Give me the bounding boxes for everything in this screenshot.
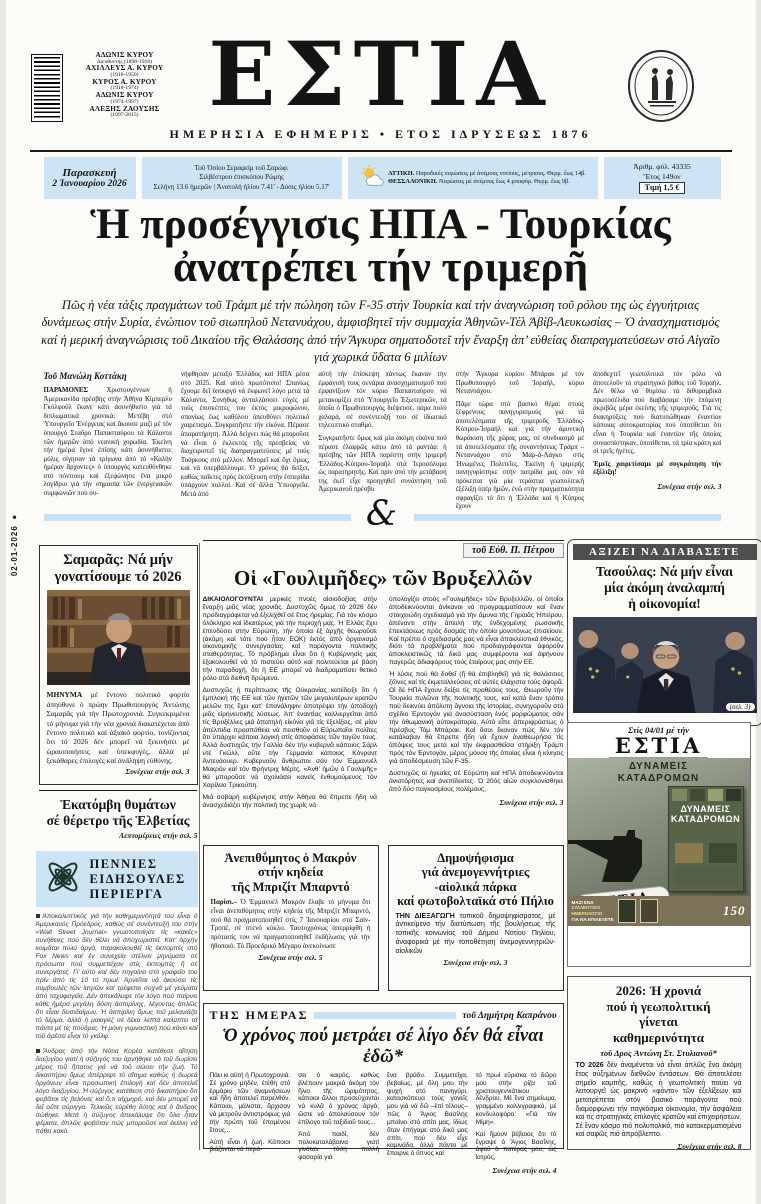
pennies-title: ΠΕΝΝΙΕΣ ΕΙΔΗΣΟΥΛΕΣ ΠΕΡΙΕΡΓΑ (89, 856, 186, 901)
center-box-row (203, 845, 564, 991)
stylianou-title: 2026: Ἡ χρονιά πού ἡ γεωπολιτική γίνεται καθημερινότητα (606, 983, 711, 1045)
goulimides-columns (203, 596, 564, 832)
samaras-title: Σαμαρᾶς: Νά μήν γονατίσουμε τό 2026 (54, 552, 182, 585)
stylianou-byline: τοῦ Δρος Ἀντώνη Στ. Στυλιανοῦ* (600, 1048, 717, 1059)
newspaper-front-page (6, 0, 756, 1204)
promo-image: ΔΥΝΑΜΕΙΣ ΚΑΤΑΔΡΟΜΩΝ ΔΥΝΑΜΕΙΣ ΚΑΤΑΔΡΟΜΩΝ ΜΑΖΙ ΕΝΑ ΣΥΛΛΕΚΤΙΚΟ ΗΜΕΡΟΛΟΓΙΟ ΓΙΑ ΝΑ ΕΠΙΛΕΞΕΤΕ 150 (568, 758, 750, 926)
worth-reading-header: ΑΞΙΖΕΙ ΝΑ ΔΙΑΒΑΣΕΤΕ (573, 544, 757, 560)
tis-imeras-columns (209, 1072, 557, 1175)
edge-vertical-date: 02-01-2026 ● (9, 512, 19, 577)
anniversary-150-badge: 150 (723, 903, 746, 918)
lead-column-2: νήφθησαν μεταξύ Ἑλλάδος καί ΗΠΑ μέσα στό 2025. Καί αὐτό πρωτότυπο! Σπανίως ἔχουμε δεῖ ὑπουργό νά ἐκφωνεῖ λόγο μετά τά Κάλαντα. Συνήθως ἀνταλλάσσει εὐχές μέ τούς ἐπισκέπτες του ἐκτός μικροφώνου, σπανίως ἕως καθόλου ἀπευθύνει πολιτικό χαιρετισμό. Συγκρατῆστε τήν εἰκόνα. Πέρασε ἀπαρατήρητη. Ἀλλά δείχνει πώς θά μποροῦσε νά εἶναι ὁ ἐκλεκτός τῆς πρεσβείας νά διαχειριστεῖ τίς διαπραγματεύσεις μέ τούς Τούρκους στό μέλλον. Μπορεῖ καί ὄχι ὅμως, καί νά ὑπερβάλλουμε. Ὁ χρόνος θά δείξει, καθώς παῖκτες πρός ἐκτόξευση στήν ἑσπερίδα ὑπάρχουν πολλοί. Καί σέ ἄλλα Ὑπουργεῖα. Μετά ἀπό (180, 371, 310, 498)
estia-book-promo (567, 722, 751, 967)
lead-column-3: αὐτή τήν ἐπίσκεψη πάντως ἔκαναν τήν ἐμφάνισή τους σενάρια ἀνασχηματισμοῦ πού ἐμφανίζουν τόν κύριο Παπασταύρου νά μετακομίζει στό Ὑπουργεῖο Ἐξωτερικῶν, τά ὁποῖα ὁ Πρωθυπουργός διέψευσε, πάρα πολύ χαλαρά, σέ συνέντευξή του σέ ἰδιωτικό τηλεοπτικό σταθμό. Συγκρατῆστε ὅμως καί μία ἀκόμη εἰκόνα πού πέρασε ἐλαφρῶς κάτω ἀπό τά ραντάρ: ἡ πρέσβης τῶν ΗΠΑ παρέστη στήν τριμερῆ Ἑλλάδος-Κύπρου-Ἰσραήλ στά Ἱεροσόλυμα ὡς παρατηρητής. Καί πρίν ἀπό τήν μετάβασή της ἐκεῖ εἶχε προηγηθεῖ συνάντηση τοῦ Ἀμερικανοῦ πρέσβυ (318, 371, 447, 494)
lead-article-columns (43, 371, 722, 511)
ampersand-ornament: & (365, 494, 398, 534)
goulimides-title: Οἱ «Γουλιμῆδες» τῶν Βρυξελλῶν (234, 566, 532, 590)
page-reference: (σελ. 3) (726, 703, 755, 711)
founder-row: ΚΥΡΟΣ Α. ΚΥΡΟΥ (1918-1974) (92, 77, 157, 92)
tis-imeras-title: Ὁ χρόνος πού μετράει σέ λίγο δέν θά εἶναι ἐδῶ* (222, 1026, 544, 1067)
brief-item: Ἀποκαλυπτικός γιά τήν καθημερινότητά του εἶναι ὁ Ἀμερικανός Πρόεδρος, καθώς σέ συνέντευξή του στήν «Wall Street Journal» γνωστοποίησε τίς «κακές» συνήθειες πού δέν θέλει νά ἀποχωριστεῖ. Κατ’ ἀρχήν κοιμᾶται πολύ ἀργά, παρακολουθεῖ τίς ἐκπομπές στό Fox News καί ἐν συνεχείᾳ στέλνει μηνύματα σέ πρόσωπα πού συμμετεῖχαν στίς ἐκπομπές ἤ σέ συνεργάτες. Γι’ αὐτό καί δέν πηγαίνει στό γραφεῖο του πρίν ἀπό τίς 10 τό πρωί. Ἀρνεῖται νά ἀκούσει τίς συμβουλές τῶν ἰατρῶν καί τρέφεται συχνά μέ γεύματα ἀπό ταχυφαγεῖα. Δέν ἀπεκάλυψε τόν λόγο πού παίρνει κάθε ἡμέρα μεγάλη δόση ἀσπιρίνης, λέγοντας ἁπλῶς ὅτι εἶναι δεισιδαίμων. Ἡ ἀσπιρίνη ὅμως τοῦ μελανιάζει τό δέρμα, ἀλλά ἡ μακιγιέζ σέ δέκα λεπτά καλύπτει τά πάντα μέ τίς πούδρες. Ἡ μόνη γυμναστική πού κάνει καί τοῦ ἀρέσει εἶναι τό γκόλφ. (35, 913, 198, 1041)
goulimides-column-1: ΔΙΚΑΙΟΛΟΓΟΥΝΤΑΙ μερικές πνοές αἰσιοδοξίας στήν ἔναρξη μιᾶς νέας χρονιᾶς. Δυστυχῶς ὅμως τό 2026 δέν προδιαγράφεται νά ἐξελιχθεῖ σέ ἔτος ἠρεμίας. Γιά τόν κόσμο ὁλόκληρο καί ἰδιαιτέρως γιά τήν περιοχή μας. Ἡ Ἑλλάς ἔχει ἐπενδύσει στήν Εὐρώπη, τήν ὁποία ἐξ ἀρχῆς θεωροῦσε (ἀκόμη καί τότε πού ἦταν ΕΟΚ) ἐκτός ἀπό ὀργανισμό οἰκονομικῆς συνεργασίας καί παράγοντα πολιτικῆς σταθερότητος. Τό πρόβλημα εἶναι ὅτι ἡ Κυβέρνησίς μας ἐξακολουθεῖ νά τό πιστεύει αὐτό καί πολιτεύεται μέ βάση τήν παραδοχή, ὅτι ἡ ΕΕ μπορεῖ νά διαδραματίσει θετικό ρόλο στά διεθνῆ δρώμενα. Δυστυχῶς ἡ περίπτωσις τῆς Οὐκρανίας κατέδειξε ὅτι ἡ ἐμπλοκή τῆς ΕΕ καί τῶν ἡγετῶν τῶν μεγαλυτέρων κρατῶν μελῶν της ἔχει κατ’ ἐπανάληψιν ἀποτρέψει τήν ἀποδοχή μιᾶς εἰρηνευτικῆς λύσεως. Ἀπ’ ἐναντίας καλλιεργεῖται ἀπό τίς Βρυξέλλες μιά ἀπατηλή εἰκόνα γιά τίς ἐξελίξεις, σέ μίαν ἀπέλπιδα προσπάθεια νά πεισθοῦν οἱ Εὐρωπαῖοι πολῖτες ὅτι ὑπάρχει κάποια λογική στίς ἀποφάσεις τῶν ταγῶν τους. Ἀλλά δυστυχῶς τήν Γαλλία δέν τήν κυβερνᾶ κάποιος Σάρλ ντέ Γκώλλ, οὔτε τήν Γερμανία κάποιος Κόνραντ Ἀντενάουερ. Κυβερνοῦν ἄνθρωποι σάν τόν Ἐμμανυέλ Μακρόν καί τόν Φρήντριχ Μέρτς. «Ἀνθ’ ἡμῶν ὁ Γουλιμῆς» θά μποροῦσε νά σχολιάσει κανείς ἐνθυμούμενος τόν Χαρίλαο Τρικούπη. Μιά σοβαρή κυβέρνησις στήν Ἀθήνα θά ἔπρεπε ἤδη νά ἀνασχεδιάζει τήν πολιτική της χωρίς νά (202, 596, 377, 809)
masthead-title: ΕΣΤΙΑ (208, 22, 553, 126)
brief-bullet-icon (36, 914, 40, 918)
book-title: ΔΥΝΑΜΕΙΣ ΚΑΤΑΔΡΟΜΩΝ (670, 804, 741, 824)
founder-row: ΑΛΕΞΗΣ ΖΑΟΥΣΗΣ (1997-2015) (89, 104, 160, 119)
founder-row: ΑΧΙΛΛΕΥΣ Α. ΚΥΡΟΥ (1918-1950) (85, 64, 164, 78)
price-badge: Τιμή 1,5 € (639, 182, 686, 194)
lead-byline: Τοῦ Μανώλη Κοττάκη (43, 371, 127, 381)
continued-on-page: Συνέχεια στήν σελ. 5 (258, 952, 323, 962)
calendar-thumb (640, 899, 658, 923)
divider-bar-right (414, 514, 721, 521)
barcode-stripes (34, 57, 60, 119)
pennies-section-header (36, 851, 198, 907)
publisher-seal-icon (626, 48, 696, 129)
goulimides-byline: τοῦ Εὐθ. Π. Πέτρου (463, 543, 564, 558)
continued-on-page: Συνέχεια στήν σελ. 3 (443, 958, 508, 968)
header-blue-bar (314, 1012, 456, 1019)
issue-cell: Ἀριθμ. φύλ. 43335 Ἔτος 149ον Τιμή 1,5 € (604, 157, 721, 199)
kapranos-byline: τοῦ Δημήτρη Καπράνου (462, 1010, 557, 1021)
saints-cell: Τοῦ Ὁσίου Σεραφείμ τοῦ Σαρώφ. Σιλβέστρου ἐπισκόπου Ρώμης Σελήνη 13.6 ἡμερῶν | Ἀνατολή ἡλίου 7.41' - Δύσις ἡλίου 5.17' (142, 157, 342, 199)
macron-article: Ἀνεπιθύμητος ὁ Μακρόν στήν κηδεία τῆς Μπριζίτ Μπαρντό Παρίσι.– Ὁ Ἐμμανυέλ Μακρόν ἔλαβε τό μήνυμα ὅτι εἶναι ἀνεπιθύμητος στήν κηδεία τῆς Μπριζίτ Μπαρντό, πού θά πραγματοποιηθεῖ στίς 7 Ἰανουαρίου στό Σαίν-Τροπέ, σέ στενό κύκλο. Ταυτοχρόνως ἀπερρίφθη ἡ πρότασίς του νά πραγματοποιηθεῖ ἐκδήλωσις γιά τήν ἠθοποιό. Τό Προεδρικό Μέγαρο ἀνεκοίνωσε Συνέχεια στήν σελ. 5 (203, 845, 379, 991)
kicker-column-3: ἕνα βράδυ. Συμμετεῖχα, βεβαίως, μέ ὅλη μου τήν ψυχή στό πανηγύρι, κατασκόπευα τούς γονεῖς μου γιά νά δῶ –ἐπί τέλους– πῶς ὁ Ἅγιος Βασίλης μπαίνει στό σπίτι μας, ἰδίως ὅταν ἐπήγαμε στό δικό μας σπίτι, πού δέν εἶχε καμινάδα, ἀλλά πάντα μέ ἔπαιρνε ὁ ὕπνος καί (387, 1072, 468, 1158)
founder-row: ΑΔΩΝΙΣ ΚΥΡΟΥ Διευθυντής (1898-1918) (95, 51, 154, 65)
lead-column-5: ἀποδεχτεῖ γεωπολιτικά τόν ρόλο νά ἀποτελοῦν τό στρατηγικό βάθος τοῦ Ἰσραήλ. Δέν θέλω νά θυμίσω τά διθυραμβικά πρωτοσέλιδα πού διαβάσαμε τήν ἑπόμενη ἀκριβῶς μέρα ἐκείνης τῆς τριμεροῦς. Γιά τίς διακηρύξεις πού διατυπώθηκαν ἐναντίον κάποιας αὐτοκρατορίας πού ὑποτίθεται ὅτι εἶναι ἡ Τουρκία καί ἐναντίον τῆς ὁποίας συνασπίστηκαν, ὑποτίθεται, τά τρία κράτη καί οἱ τρεῖς ἡγέτες. Ἐμεῖς χαιρετίσαμε μέ συγκράτηση τήν ἐξέλιξη! Συνέχεια στήν σελ. 3 (593, 371, 722, 491)
divider-bar-left (44, 514, 351, 521)
weather-cell (348, 157, 598, 199)
book-cover (668, 786, 744, 892)
stylianou-article (567, 976, 751, 1150)
column-rule (199, 543, 200, 1150)
kicker-column-1: Πάει κι αὐτή ἡ Πρωτοχρονιά. Σέ χρόνο μηδέν, ἐτέθη στό ἑρμάριο τῶν ἀναμνήσεων καί ἤδη ἀποτελεῖ παρελθόν. Κάποιοι, μάλιστα, ἄρχισαν νά μετροῦν ἀντιστρόφως γιά τήν πρώτη τοῦ ἐπομένου ἔτους... Αὐτή εἶναι ἡ ζωή. Κάποιοι βιάζονται νά περά- (209, 1072, 291, 1154)
promo-top: Στίς 04/01 μέ τήν ΕΣΤΙΑ (568, 725, 750, 758)
section-rule (39, 790, 197, 791)
tis-imeras-article (203, 1003, 564, 1175)
barcode (31, 54, 63, 122)
tasoulas-title: Τασούλας: Νά μήν εἶναι μία ἀκόμη ἀναλαμπή ἡ οἰκονομία! (595, 564, 734, 612)
continued-on-page: Συνέχεια στήν σελ. 4 (492, 1165, 557, 1175)
details-on-page: Λεπτομέρειες στήν σελ. 5 (119, 831, 198, 841)
referendum-article: Δημοψήφισμα γιά ἀνεμογεννήτριες -αἰολικά πάρκα καί φωτοβολταϊκά στό Πήλιο ΤΗΝ ΔΙΕΞΑΓΩΓΗ τοπικοῦ δημοψηφίσματος, μέ ἀντικείμενο τήν διατύπωση τῆς βουλήσεως τῆς τοπικῆς κοινωνίας τοῦ Δήμου Νοτίου Πηλίου, ἀναφορικά μέ τήν τοποθέτηση ἀνεμογεννητριῶν-αἰολικῶν Συνέχεια στήν σελ. 3 (388, 845, 564, 991)
tasoulas-photo (573, 617, 757, 713)
tis-imeras-header (210, 1008, 557, 1023)
hecatomb-article: Ἑκατόμβη θυμάτων σέ θέρετρο τῆς Ἑλβετίας Λεπτομέρειες στήν σελ. 5 (39, 797, 198, 840)
info-bar (44, 157, 721, 199)
calendar-thumb (618, 899, 636, 923)
rosette-icon (42, 856, 84, 903)
tagline-bullet: • (379, 127, 389, 141)
continued-on-page: Συνέχεια στήν σελ. 3 (125, 767, 190, 777)
lead-column-4: στήν Ἄγκυρα κυρίου Μπάρακ μέ τόν Πρωθυπουργό τοῦ Ἰσραήλ, κύριο Νετανυάχου. Πᾶμε τώρα στό βασικό θέμα: στούς ξέφρενους πανηγυρισμούς γιά τά ἀποτελέσματα τῆς τριμεροῦς Ἑλλάδος-Κύπρου-Ἰσραήλ καί γιά τήν ἀμυντική θωράκιση τῆς χώρας μας, σέ συνδυασμό μέ τά ἀποτελέσματα τῆς συναντήσεως Τράμπ – Νετανυάχου στό Μάρ-ἀ-Λάγκο στίς Ἡνωμένες Πολιτεῖες. Ἐκείνη ἡ τριμερής πανηγυρίστηκε στήν πατρίδα μας σάν νά πρόκειται γιά μία τεράστια γεωπολιτική ἐξέλιξη ὑπέρ ἡμῶν, ἐνῶ στήν πραγματικότητα σφραγίζει τό ὅτι ἡ Ἑλλάδα καί ἡ Κύπρος ἔχουν (455, 371, 585, 511)
continued-on-page: Συνέχεια στήν σελ. 8 (677, 1142, 742, 1151)
brief-bullet-icon (36, 1049, 40, 1053)
promo-brand: ΕΣΤΙΑ (609, 735, 709, 758)
samaras-photo (47, 590, 190, 685)
kicker-column-2: σει ὁ καιρός, καθώς βλέπουν μακριά ἀκόμη τόν ἥλιο τῆς ὡριμότητος, κάποιοι ἄλλοι προσεύχονται νά κυλᾶ ὁ χρόνος ἀργά, ὥστε νά ἀπολαύσουν τόν ἐπίλογο τοῦ ταξιδιοῦ τους... Ἀπό παιδί, δέν πολυκαταλάβαινα γιατί γινόταν τόση πολλή φασαρία γιά (298, 1072, 379, 1162)
sun-cloud-icon (359, 165, 385, 192)
main-headline: Ἡ προσέγγισις ΗΠΑ - Τουρκίας ἀνατρέπει τήν τριμερῆ (90, 201, 671, 291)
promo-strip: ΜΑΖΙ ΕΝΑ ΣΥΛΛΕΚΤΙΚΟ ΗΜΕΡΟΛΟΓΙΟ ΓΙΑ ΝΑ ΕΠΙΛΕΞΕΤΕ 150 (568, 896, 750, 926)
brief-item: Ἄνδρας ἀπό τήν Νότια Κορέα κατέθεσε αἴτηση διαζυγίου γιατί ἡ σύζυγός του ἀρνήθηκε νά τοῦ δωρίσει μέρος τοῦ ἥπατος γιά νά τοῦ σώσει τήν ζωή. Τό δικαστήριο ὅμως ἀπέρριψε τό αἴτημα καθώς ἡ δωρεά ὀργάνων εἶναι προσωπική ἐπιλογή καί δέν ἀποτελεῖ λόγο διαζυγίου. Ἡ σύζυγος κατέθεσε στό δικαστήριο ὅτι φοβᾶται τίς βελόνες καί ὅ,τι αἰχμηρό, καί δέν μπορεῖ νά δεῖ οὔτε σύριγγα. Τελικῶς εὑρέθη δότης καί ὁ ἄνδρας σώθηκε. Μετά ἡ σύζυγος ἀπεκάλυψε ὅτι ὅλα ἦταν ψέματα, ἁπλῶς φοβόταν πώς μποροῦσε καί ἐκείνη νά πάθει κακό. (35, 1047, 198, 1135)
stylianou-body: ΤΟ 2026 δέν ἀναμένεται νά εἶναι ἁπλῶς ἕνα ἀκόμη ἔτος αὐξημένων διεθνῶν ἐντάσεων. Θά ἀποτελέσει σημεῖο καμπῆς, καθώς ἡ γεωπολιτική παύει νά λειτουργεῖ ὡς μακρινό «φόντο» τῶν ἐξελίξεων καί μετατρέπεται στόν βασικό παράγοντα πού διαμορφώνει τήν παγκόσμια οἰκονομία, τήν ἀσφάλεια καί τίς στρατηγικές ἐπιλογές κρατῶν καί ἐπιχειρήσεων. Σέ ἕναν κόσμο πιό πολυπολικό, πιό κατακερματισμένο καί σαφῶς πιό ἀπρόβλεπτο. (575, 1062, 742, 1139)
masthead-rule (30, 150, 732, 152)
soldier-silhouette-icon (568, 810, 664, 884)
lead-column-1: Τοῦ Μανώλη Κοττάκη ΠΑΡΑΜΟΝΕΣ Χριστουγέννων ἡ Ἀμερικανίδα πρέσβης στήν Ἀθήνα Κίμπερλυ Γκύλφοϋλ ἔκανε κάτι ἀσυνήθιστο γιά τά διπλωματικά χρονικά: Μετέβη στό Ὑπουργεῖο Ἐνέργειας καί ἄκουσε μαζί μέ τόν ὑπουργό Σταῦρο Παπασταύρου τά Κάλαντα τῶν ἡμερῶν ἀπό νεανική χορωδία. Ἐκείνη τήν ἡμέρα ἔγινε ἐπίσης κάτι ἀσυνήθιστο: μόλις σίγησαν τά τρίγωνα ἀπό τό «Καλήν ἡμέραν ἄρχοντες» ὁ ὑπουργός κατευθύνθηκε στό πόντιουμ καί ἐξεφώνησε ἕνα μικρό λογίδριο γιά τήν σημασία τῶν ἐνεργειακῶν συμφωνιῶν πού συ- (43, 371, 172, 497)
samaras-article (39, 545, 198, 785)
continued-on-page: Συνέχεια στήν σελ. 3 (657, 481, 722, 491)
section-label: ΤΗΣ ΗΜΕΡΑΣ (209, 1008, 309, 1022)
date-cell: Παρασκευή 2 Ἰανουαρίου 2026 (44, 157, 136, 199)
worth-reading-box (567, 539, 761, 726)
goulimides-column-2: ὑπολογίζει στούς «Γουλιμῆδες» τῶν Βρυξελλῶν, οἱ ὁποῖοι ἀποδεικνύονται ἀνίκανοι νά προγραμματίσουν καί ἕναν στοιχειώδη σχεδιασμό γιά τήν ἄμυνα τῆς Γηραιᾶς Ἠπείρου, ἀπέναντι στήν ἀπειλή τῆς ἐνδεχομένης ρωσσικῆς ἐπεκτάσεως πρός δυσμάς τήν ὁποία μονοτόνως ἐπισείουν. Καί πρέπει ὁ σχεδιασμός μας νά εἶναι ἀποκλειστικά ἐθνικός, διότι τά προβλήματα πού προδιαγράφονται ἀφοροῦν ἀποκλειστικῶς τά δικά μας συμφέροντα καί ἀφήνουν παγερῶς ἀδιαφόρους τούς ἑταίρους μας στήν ΕΕ. Ἡ λύσις πού θά δοθεῖ (ἤ θά ἐπιβληθεῖ) γιά τίς θαλάσσιες ζῶνες καί τίς ἐκμεταλλεύσεις σέ αὐτές ἐλάχιστα τούς ἀφορᾶ. Οἱ δέ ΗΠΑ ἔχουν δείξει τίς προθέσεις τους. Θεωροῦν τήν Τουρκία πυλῶνα τῆς πολιτικῆς τους, καί κατά ἕναν τρόπο πού δεικνύει ἀπόλυτη ἄγνοια τῆς ἱστορίας, συνηγοροῦν στό σχέδιο Ἐρντογάν γιά ἀνασύσταση ἑνός μορφώματος σάν τήν ὀθωμανική αὐτοκρατορία. Αὐτό εἶπε ἀπεριφράστως ὁ πρέσβυς Τόμ Μπάρακ. Καί ὅσοι ἔκαναν πώς δέν τόν κατάλαβαν θά ἔπρεπε ἤδη νά ἔχουν ἀναθεωρήσει τίς ἀπόψεις τους μετά καί τήν ἐκφρασθεῖσα στήριξη Τράμπ πρός τόν Ἐρντογάν, μέρος μόνον τῆς ὁποίας εἶναι ἡ κίνησις γιά ἀποδέσμευση τῶν F-35. Δυστυχῶς οἱ ἡγεσίες σέ Εὐρώπη καί ΗΠΑ ἀποδεικνύονται ἀνιστόρητες καί ἀνεπίδεκτες. Ὁ 20ός αἰών συγκλονίσθηκε ἀπό δύο παγκοσμίους πολέμους, Συνέχεια στήν σελ. 3 (389, 596, 564, 807)
goulimides-byline-rule (203, 540, 564, 556)
masthead-tagline: ΗΜΕΡΗΣΙΑ ΕΦΗΜΕΡΙΣ • ΕΤΟΣ ΙΔΡΥΣΕΩΣ 1876 (169, 127, 592, 141)
continued-on-page: Συνέχεια στήν σελ. 3 (499, 797, 564, 807)
founder-row: ΑΔΩΝΙΣ ΚΥΡΟΥ (1974-1997) (95, 91, 154, 105)
news-briefs (36, 913, 198, 1158)
main-deck: Πῶς ἡ νέα τάξις πραγμάτων τοῦ Τράμπ μέ τήν πώληση τῶν F-35 στήν Τουρκία καί τήν ἀναγνώριση τοῦ ρόλου της ὡς ἐγγυήτριας δυνάμεως στήν Συρία, ἐνώπιον τοῦ σιωπηλοῦ Νετανυάχου, ἀμφισβητεῖ τήν συμμαχία Ἀθηνῶν-Τέλ Ἀβίβ-Λευκωσίας – Ὁ ἀνασχηματισμός καί ἡ μερική ἀναγνώρισις τοῦ Δικαίου τῆς Θαλάσσης ἀπό τήν Ἄγκυρα σηματοδοτεῖ τήν ἔναρξη ἀπ’ εὐθείας διαπραγματεύσεων στό Αἰγαῖο γιά χωρικά ὕδατα 6 μιλίων (41, 298, 720, 364)
weather-text: ΑΤΤΙΚΗ. Παροδικές νεφώσεις μέ ἀνέμους νοτίους, μέτριους. Θερμ. ἕως 14β. ΘΕΣΣΑΛΟΝΙΚΗ. Νεφώσεις μέ ἀνέμους ἕως 4 μποφόρ. Θερμ. ἕως 9β. (388, 169, 586, 185)
kicker-column-4: τό πρωί εὕρισκα τό δῶρο μου στήν ρίζα τοῦ χριστουγεννιάτικου δένδρου. Μέ ἕνα σημείωμα, γραμμένο καλλιγραφικά, μέ κονδυλοφόρο: «Γιά τόν Μίμη». Καί ἤμουν βέβαιος ὅτι τό ἔγραψε ὁ Ἅγιος Βασίλης, ἀφοῦ ὁ πατέρας μου, ὡς ἰατρός, Συνέχεια στήν σελ. 4 (475, 1072, 557, 1175)
samaras-body: ΜΗΝΥΜΑ μέ ἔντονο πολιτικό φορτίο ἀπηύθυνε ὁ πρώην Πρωθυπουργός Ἀντώνης Σαμαρᾶς γιά τήν Πρωτοχρονιά. Συγκεκριμένα τό μήνυμα γιά τήν νέα χρονιά διακατέχεται ἀπό ἔντονο πολιτικό καί ἀξιακό φορτίο, τονίζοντας ὅτι τό 2026 δέν μπορεῖ νά ξεκινήσει μέ ὡραιοποιήσεις καί ὑπεκφυγές, ἀλλά μέ ξεκάθαρες ἐπιλογές καί ἀνάληψη εὐθύνης. (46, 690, 190, 766)
